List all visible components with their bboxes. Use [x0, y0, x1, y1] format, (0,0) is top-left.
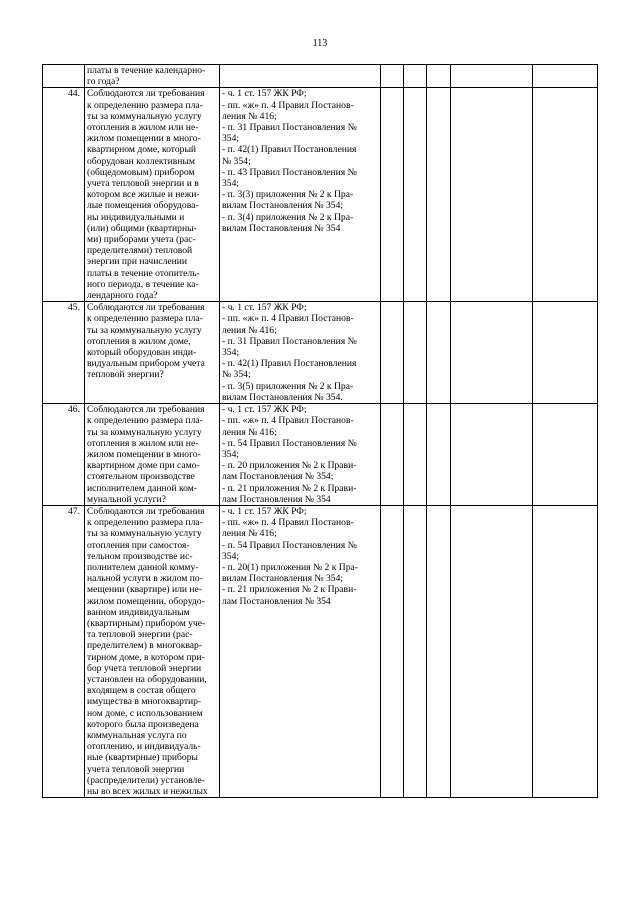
question-line: ты за коммунальную услугу	[87, 110, 202, 122]
reference-line: - п. 21 приложения № 2 к Прави-	[222, 482, 357, 494]
question-line: отопления в жилом или не-	[87, 437, 199, 449]
question-line: тирном доме, в котором при-	[87, 651, 205, 663]
question-line: учета тепловой энергии	[87, 763, 185, 775]
reference-line: вилам Постановления № 354;	[222, 200, 344, 212]
question-line: исполнителем данной ком-	[87, 482, 198, 494]
question-line: Соблюдаются ли требования	[87, 88, 205, 100]
reference-line: - п. 42(1) Правил Постановления	[222, 144, 357, 156]
question-line: платы в течение календарно-	[87, 65, 206, 76]
question-line: установлен на оборудовании,	[87, 673, 207, 685]
question-line: Соблюдаются ли требования	[87, 404, 205, 416]
answer-no-cell	[404, 505, 427, 797]
reference-line: ления № 416;	[222, 426, 277, 438]
question-line: мунальной услуги?	[87, 493, 166, 505]
answer-yes-cell	[381, 505, 404, 797]
question-line: (распределители) установле-	[87, 774, 205, 786]
reference-line: 354;	[222, 448, 240, 460]
reference-line: - п. 20(1) приложения № 2 к Пра-	[222, 561, 358, 573]
question-line: Соблюдаются ли требования	[87, 505, 205, 517]
reference-line: - п. 3(5) приложения № 2 к Пра-	[222, 380, 354, 392]
question-line: котором все жилые и нежи-	[87, 189, 200, 201]
answer-na-cell	[427, 88, 451, 302]
answer-yes-cell	[381, 404, 404, 506]
question-line: лые помещения оборудова-	[87, 200, 199, 212]
note-cell	[451, 302, 533, 404]
row-number: 47.	[43, 505, 85, 797]
note-cell	[451, 88, 533, 302]
question-line: которого была произведена	[87, 718, 199, 730]
extra-cell	[533, 88, 598, 302]
reference-line: 354;	[222, 550, 240, 562]
legal-references-cell	[220, 302, 381, 404]
table-row	[43, 302, 598, 404]
question-line: ты за коммунальную услугу	[87, 426, 202, 438]
reference-line: - п. 54 Правил Постановления №	[222, 539, 357, 551]
legal-references-cell	[220, 88, 381, 302]
question-line: тельном производстве ис-	[87, 550, 193, 562]
reference-line: - ч. 1 ст. 157 ЖК РФ;	[222, 505, 307, 517]
question-cell	[85, 302, 220, 404]
question-line: ном доме, с использованием	[87, 707, 203, 719]
reference-line: ления № 416;	[222, 110, 277, 122]
table-row	[43, 88, 598, 302]
question-line: входящем в состав общего	[87, 685, 196, 697]
reference-line: - пп. «ж» п. 4 Правил Постанов-	[222, 517, 354, 529]
page-number: 113	[312, 38, 328, 49]
answer-yes-cell	[381, 65, 404, 88]
question-line: квартирном доме при само-	[87, 460, 200, 472]
answer-yes-cell	[381, 302, 404, 404]
question-line: стоятельном производстве	[87, 471, 195, 483]
answer-no-cell	[404, 88, 427, 302]
reference-line: 354;	[222, 178, 240, 190]
reference-line: № 354;	[222, 369, 251, 381]
question-line: к определению размера пла-	[87, 415, 203, 427]
question-line: имущества в многоквартир-	[87, 696, 202, 708]
question-line: ты за коммунальную услугу	[87, 528, 202, 540]
question-line: бор учета тепловой энергии	[87, 662, 202, 674]
question-line: го года?	[87, 76, 120, 88]
reference-line: - ч. 1 ст. 157 ЖК РФ;	[222, 404, 307, 416]
reference-line: - ч. 1 ст. 157 ЖК РФ;	[222, 302, 307, 314]
question-cell	[85, 404, 220, 506]
question-line: лендарного года?	[87, 290, 158, 302]
question-line: жилом помещении, оборудо-	[87, 595, 205, 607]
reference-line: - п. 31 Правил Постановления №	[222, 335, 357, 347]
answer-yes-cell	[381, 88, 404, 302]
reference-line: ления № 416;	[222, 528, 277, 540]
answer-no-cell	[404, 302, 427, 404]
question-line: ны индивидуальными и	[87, 211, 185, 223]
question-line: к определению размера пла-	[87, 99, 203, 111]
question-line: ные (квартирные) приборы	[87, 752, 198, 764]
reference-line: - п. 20 приложения № 2 к Прави-	[222, 460, 357, 472]
answer-no-cell	[404, 65, 427, 88]
question-line: платы в течение отопитель-	[87, 267, 200, 279]
extra-cell	[533, 302, 598, 404]
reference-line: вилам Постановления № 354	[222, 222, 341, 234]
question-cell	[85, 505, 220, 797]
question-line: коммунальная услуга по	[87, 729, 187, 741]
reference-line: - пп. «ж» п. 4 Правил Постанов-	[222, 313, 354, 325]
reference-line: № 354;	[222, 155, 251, 167]
question-line: видуальным прибором учета	[87, 358, 205, 370]
legal-references-cell	[220, 65, 381, 88]
question-line: пределителем) в многоквар-	[87, 640, 203, 652]
question-line: мещении (квартире) или не-	[87, 584, 202, 596]
question-line: квартирном доме, который	[87, 144, 197, 156]
question-line: к определению размера пла-	[87, 517, 203, 529]
reference-line: лам Постановления № 354;	[222, 471, 334, 483]
question-line: отоплению, и индивидуаль-	[87, 741, 201, 753]
question-line: энергии при начислении	[87, 256, 188, 268]
legal-references-cell	[220, 505, 381, 797]
reference-line: - ч. 1 ст. 157 ЖК РФ;	[222, 88, 307, 100]
reference-line: - п. 43 Правил Постановления №	[222, 166, 357, 178]
question-line: (или) общими (квартирны-	[87, 222, 197, 234]
reference-line: ления № 416;	[222, 324, 277, 336]
reference-line: - п. 3(4) приложения № 2 к Пра-	[222, 211, 354, 223]
row-number: 45.	[43, 302, 85, 404]
question-line: жилом помещении в много-	[87, 133, 201, 145]
question-line: пределителями) тепловой	[87, 245, 193, 257]
reference-line: - пп. «ж» п. 4 Правил Постанов-	[222, 99, 354, 111]
row-number: 44.	[43, 88, 85, 302]
answer-na-cell	[427, 505, 451, 797]
question-line: отопления в жилом доме,	[87, 335, 191, 347]
extra-cell	[533, 404, 598, 506]
answer-no-cell	[404, 404, 427, 506]
reference-line: вилам Постановления № 354.	[222, 391, 343, 403]
row-number	[43, 65, 85, 88]
question-line: ны во всех жилых и нежилых	[87, 786, 208, 797]
reference-line: - п. 3(3) приложения № 2 к Пра-	[222, 189, 354, 201]
note-cell	[451, 505, 533, 797]
reference-line: - п. 42(1) Правил Постановления	[222, 358, 357, 370]
answer-na-cell	[427, 404, 451, 506]
note-cell	[451, 65, 533, 88]
question-line: та тепловой энергии (рас-	[87, 629, 193, 641]
question-line: Соблюдаются ли требования	[87, 302, 205, 314]
extra-cell	[533, 505, 598, 797]
checklist-table	[42, 64, 598, 798]
answer-na-cell	[427, 302, 451, 404]
question-line: жилом помещении в много-	[87, 448, 201, 460]
question-line: ми) приборами учета (рас-	[87, 234, 196, 246]
question-line: оборудован коллективным	[87, 155, 195, 167]
table-row	[43, 505, 598, 797]
extra-cell	[533, 65, 598, 88]
reference-line: лам Постановления № 354	[222, 493, 331, 505]
question-line: (квартирным) прибором уче-	[87, 617, 206, 629]
row-number: 46.	[43, 404, 85, 506]
reference-line: 354;	[222, 133, 240, 145]
note-cell	[451, 404, 533, 506]
reference-line: - п. 21 приложения № 2 к Прави-	[222, 584, 357, 596]
table-row	[43, 404, 598, 506]
question-line: отопления в жилом или не-	[87, 122, 199, 134]
reference-line: - п. 31 Правил Постановления №	[222, 122, 357, 134]
question-line: полнителем данной комму-	[87, 561, 199, 573]
reference-line: - пп. «ж» п. 4 Правил Постанов-	[222, 415, 354, 427]
question-line: ванном индивидуальным	[87, 606, 190, 618]
question-line: (общедомовым) прибором	[87, 166, 195, 178]
reference-line: 354;	[222, 347, 240, 359]
checklist-body	[43, 65, 598, 798]
question-line: ного периода, в течение ка-	[87, 278, 199, 290]
question-line: который оборудован инди-	[87, 347, 197, 359]
reference-line: - п. 54 Правил Постановления №	[222, 437, 357, 449]
question-line: учета тепловой энергии и в	[87, 178, 199, 190]
question-line: к определению размера пла-	[87, 313, 203, 325]
question-line: нальной услуги в жилом по-	[87, 573, 203, 585]
question-line: ты за коммунальную услугу	[87, 324, 202, 336]
question-line: тепловой энергии?	[87, 369, 164, 381]
reference-line: лам Постановления № 354	[222, 595, 331, 607]
table-row	[43, 65, 598, 88]
question-cell	[85, 88, 220, 302]
answer-na-cell	[427, 65, 451, 88]
question-cell	[85, 65, 220, 88]
legal-references-cell	[220, 404, 381, 506]
reference-line: вилам Постановления № 354;	[222, 573, 344, 585]
question-line: отопления при самостоя-	[87, 539, 190, 551]
